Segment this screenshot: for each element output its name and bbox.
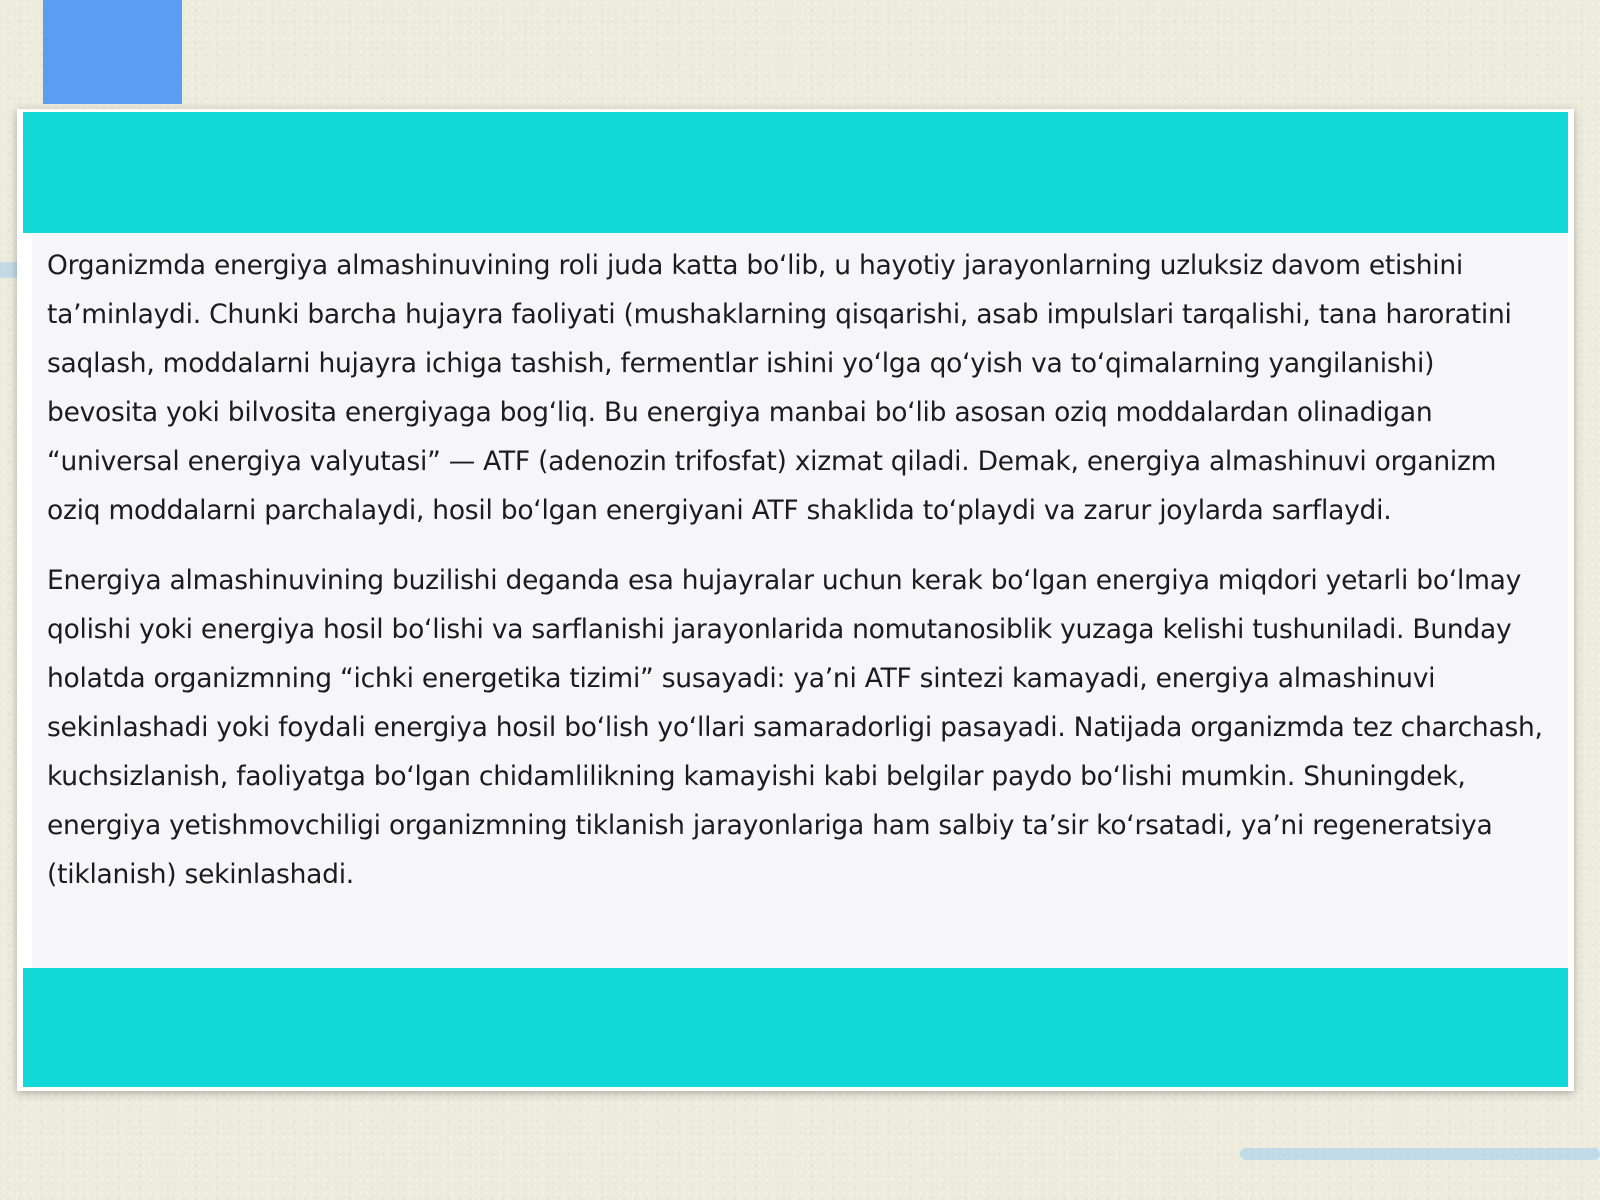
text-content-panel [32, 233, 1568, 968]
bottom-teal-band [23, 968, 1568, 1087]
corner-accent-block [43, 0, 182, 104]
paragraph-energy-role: Organizmda energiya almashinuvining roli juda katta bo‘lib, u hayotiy jarayonlarning uzluksiz davom etishini ta’minlaydi. Chunki barcha hujayra faoliyati (mushaklarning qisqarishi, asab impulslari tarqalishi, tana haroratini saqlash, moddalarni hujayra ichiga tashish, fermentlar ishini yo‘lga qo‘yish va to‘qimalarning yangilanishi) bevosita yoki bilvosita energiyaga bog‘liq. Bu energiya manbai bo‘lib asosan oziq moddalardan olinadigan “universal energiya valyutasi” — ATF (adenozin trifosfat) xizmat qiladi. Demak, energiya almashinuvi organizm oziq moddalarni parchalaydi, hosil bo‘lgan energiyani ATF shaklida to‘playdi va zarur joylarda sarflaydi. [47, 250, 1512, 526]
top-teal-band [23, 112, 1568, 233]
bottom-edge-stripe [1240, 1148, 1600, 1160]
paragraph-energy-disorder: Energiya almashinuvining buzilishi deganda esa hujayralar uchun kerak bo‘lgan energiya miqdori yetarli bo‘lmay qolishi yoki energiya hosil bo‘lishi va sarflanishi jarayonlarida nomutanosiblik yuzaga kelishi tushuniladi. Bunday holatda organizmning “ichki energetika tizimi” susayadi: ya’ni ATF sintezi kamayadi, energiya almashinuvi sekinlashadi yoki foydali energiya hosil bo‘lish yo‘llari samaradorligi pasayadi. Natijada organizmda tez charchash, kuchsizlanish, faoliyatga bo‘lgan chidamlilikning kamayishi kabi belgilar paydo bo‘lishi mumkin. Shuningdek, energiya yetishmovchiligi organizmning tiklanish jarayonlariga ham salbiy ta’sir ko‘rsatadi, ya’ni regeneratsiya (tiklanish) sekinlashadi. [47, 565, 1543, 890]
slide-frame [17, 109, 1574, 1091]
